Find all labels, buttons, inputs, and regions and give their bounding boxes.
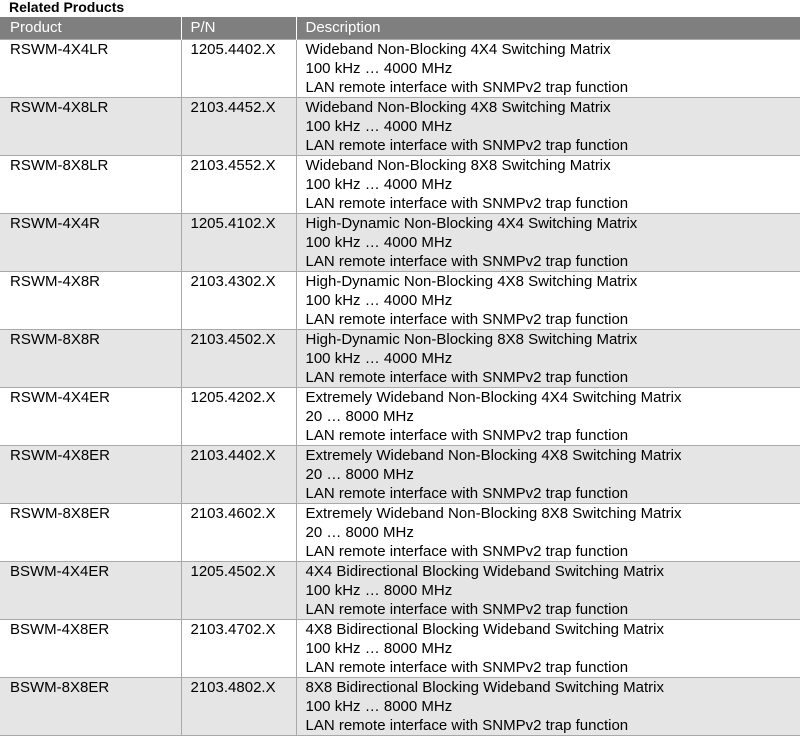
description-frequency: 100 kHz … 4000 MHz [306, 59, 800, 78]
product-cell: RSWM-4X4R [0, 214, 181, 272]
description-frequency: 100 kHz … 8000 MHz [306, 697, 800, 716]
description-title: 8X8 Bidirectional Blocking Wideband Switching Matrix [306, 678, 800, 697]
table-row [0, 446, 800, 504]
table-row [0, 98, 800, 156]
description-frequency: 100 kHz … 4000 MHz [306, 291, 800, 310]
description-interface: LAN remote interface with SNMPv2 trap function [306, 484, 800, 503]
description-interface: LAN remote interface with SNMPv2 trap function [306, 194, 800, 213]
description-cell [296, 446, 800, 504]
description-frequency: 100 kHz … 8000 MHz [306, 581, 800, 600]
description-title: High-Dynamic Non-Blocking 4X4 Switching Matrix [306, 214, 800, 233]
description-title: High-Dynamic Non-Blocking 8X8 Switching Matrix [306, 330, 800, 349]
product-cell: RSWM-8X8LR [0, 156, 181, 214]
description-interface: LAN remote interface with SNMPv2 trap function [306, 542, 800, 561]
related-products-table [0, 17, 800, 736]
pn-cell: 2103.4402.X [181, 446, 296, 504]
description-cell [296, 388, 800, 446]
product-cell: RSWM-8X8R [0, 330, 181, 388]
description-frequency: 100 kHz … 4000 MHz [306, 349, 800, 368]
description-frequency: 20 … 8000 MHz [306, 523, 800, 542]
description-frequency: 100 kHz … 8000 MHz [306, 639, 800, 658]
pn-cell: 2103.4802.X [181, 678, 296, 736]
table-row [0, 156, 800, 214]
description-title: 4X4 Bidirectional Blocking Wideband Switching Matrix [306, 562, 800, 581]
description-cell [296, 214, 800, 272]
description-cell [296, 40, 800, 98]
description-frequency: 100 kHz … 4000 MHz [306, 117, 800, 136]
section-title: Related Products [0, 0, 800, 17]
description-interface: LAN remote interface with SNMPv2 trap function [306, 716, 800, 735]
table-row [0, 388, 800, 446]
table-row [0, 272, 800, 330]
pn-cell: 1205.4502.X [181, 562, 296, 620]
description-interface: LAN remote interface with SNMPv2 trap function [306, 136, 800, 155]
table-row [0, 620, 800, 678]
description-cell [296, 272, 800, 330]
description-interface: LAN remote interface with SNMPv2 trap function [306, 78, 800, 97]
column-header-description: Description [296, 17, 800, 40]
description-title: Extremely Wideband Non-Blocking 4X8 Switching Matrix [306, 446, 800, 465]
pn-cell: 2103.4552.X [181, 156, 296, 214]
table-row [0, 678, 800, 736]
table-body [0, 40, 800, 736]
product-cell: RSWM-4X8LR [0, 98, 181, 156]
description-title: Extremely Wideband Non-Blocking 8X8 Switching Matrix [306, 504, 800, 523]
description-interface: LAN remote interface with SNMPv2 trap function [306, 368, 800, 387]
description-title: High-Dynamic Non-Blocking 4X8 Switching Matrix [306, 272, 800, 291]
description-title: Extremely Wideband Non-Blocking 4X4 Switching Matrix [306, 388, 800, 407]
pn-cell: 1205.4202.X [181, 388, 296, 446]
description-cell [296, 504, 800, 562]
description-frequency: 100 kHz … 4000 MHz [306, 233, 800, 252]
pn-cell: 1205.4102.X [181, 214, 296, 272]
product-cell: RSWM-8X8ER [0, 504, 181, 562]
description-cell [296, 156, 800, 214]
description-cell [296, 620, 800, 678]
pn-cell: 2103.4302.X [181, 272, 296, 330]
description-frequency: 20 … 8000 MHz [306, 407, 800, 426]
description-frequency: 20 … 8000 MHz [306, 465, 800, 484]
table-row [0, 330, 800, 388]
description-interface: LAN remote interface with SNMPv2 trap function [306, 252, 800, 271]
description-frequency: 100 kHz … 4000 MHz [306, 175, 800, 194]
pn-cell: 2103.4602.X [181, 504, 296, 562]
description-title: Wideband Non-Blocking 4X4 Switching Matrix [306, 40, 800, 59]
product-cell: BSWM-8X8ER [0, 678, 181, 736]
description-interface: LAN remote interface with SNMPv2 trap function [306, 600, 800, 619]
description-interface: LAN remote interface with SNMPv2 trap function [306, 658, 800, 677]
table-row [0, 562, 800, 620]
pn-cell: 2103.4452.X [181, 98, 296, 156]
product-cell: RSWM-4X4LR [0, 40, 181, 98]
description-interface: LAN remote interface with SNMPv2 trap function [306, 426, 800, 445]
description-cell [296, 330, 800, 388]
table-header-row [0, 17, 800, 40]
description-cell [296, 98, 800, 156]
description-cell [296, 678, 800, 736]
table-row [0, 40, 800, 98]
description-title: Wideband Non-Blocking 8X8 Switching Matrix [306, 156, 800, 175]
table-row [0, 504, 800, 562]
table-row [0, 214, 800, 272]
product-cell: RSWM-4X8ER [0, 446, 181, 504]
product-cell: BSWM-4X8ER [0, 620, 181, 678]
pn-cell: 2103.4502.X [181, 330, 296, 388]
pn-cell: 2103.4702.X [181, 620, 296, 678]
product-cell: RSWM-4X4ER [0, 388, 181, 446]
column-header-product: Product [0, 17, 181, 40]
product-cell: BSWM-4X4ER [0, 562, 181, 620]
description-cell [296, 562, 800, 620]
description-title: 4X8 Bidirectional Blocking Wideband Switching Matrix [306, 620, 800, 639]
description-title: Wideband Non-Blocking 4X8 Switching Matrix [306, 98, 800, 117]
pn-cell: 1205.4402.X [181, 40, 296, 98]
description-interface: LAN remote interface with SNMPv2 trap function [306, 310, 800, 329]
column-header-pn: P/N [181, 17, 296, 40]
product-cell: RSWM-4X8R [0, 272, 181, 330]
